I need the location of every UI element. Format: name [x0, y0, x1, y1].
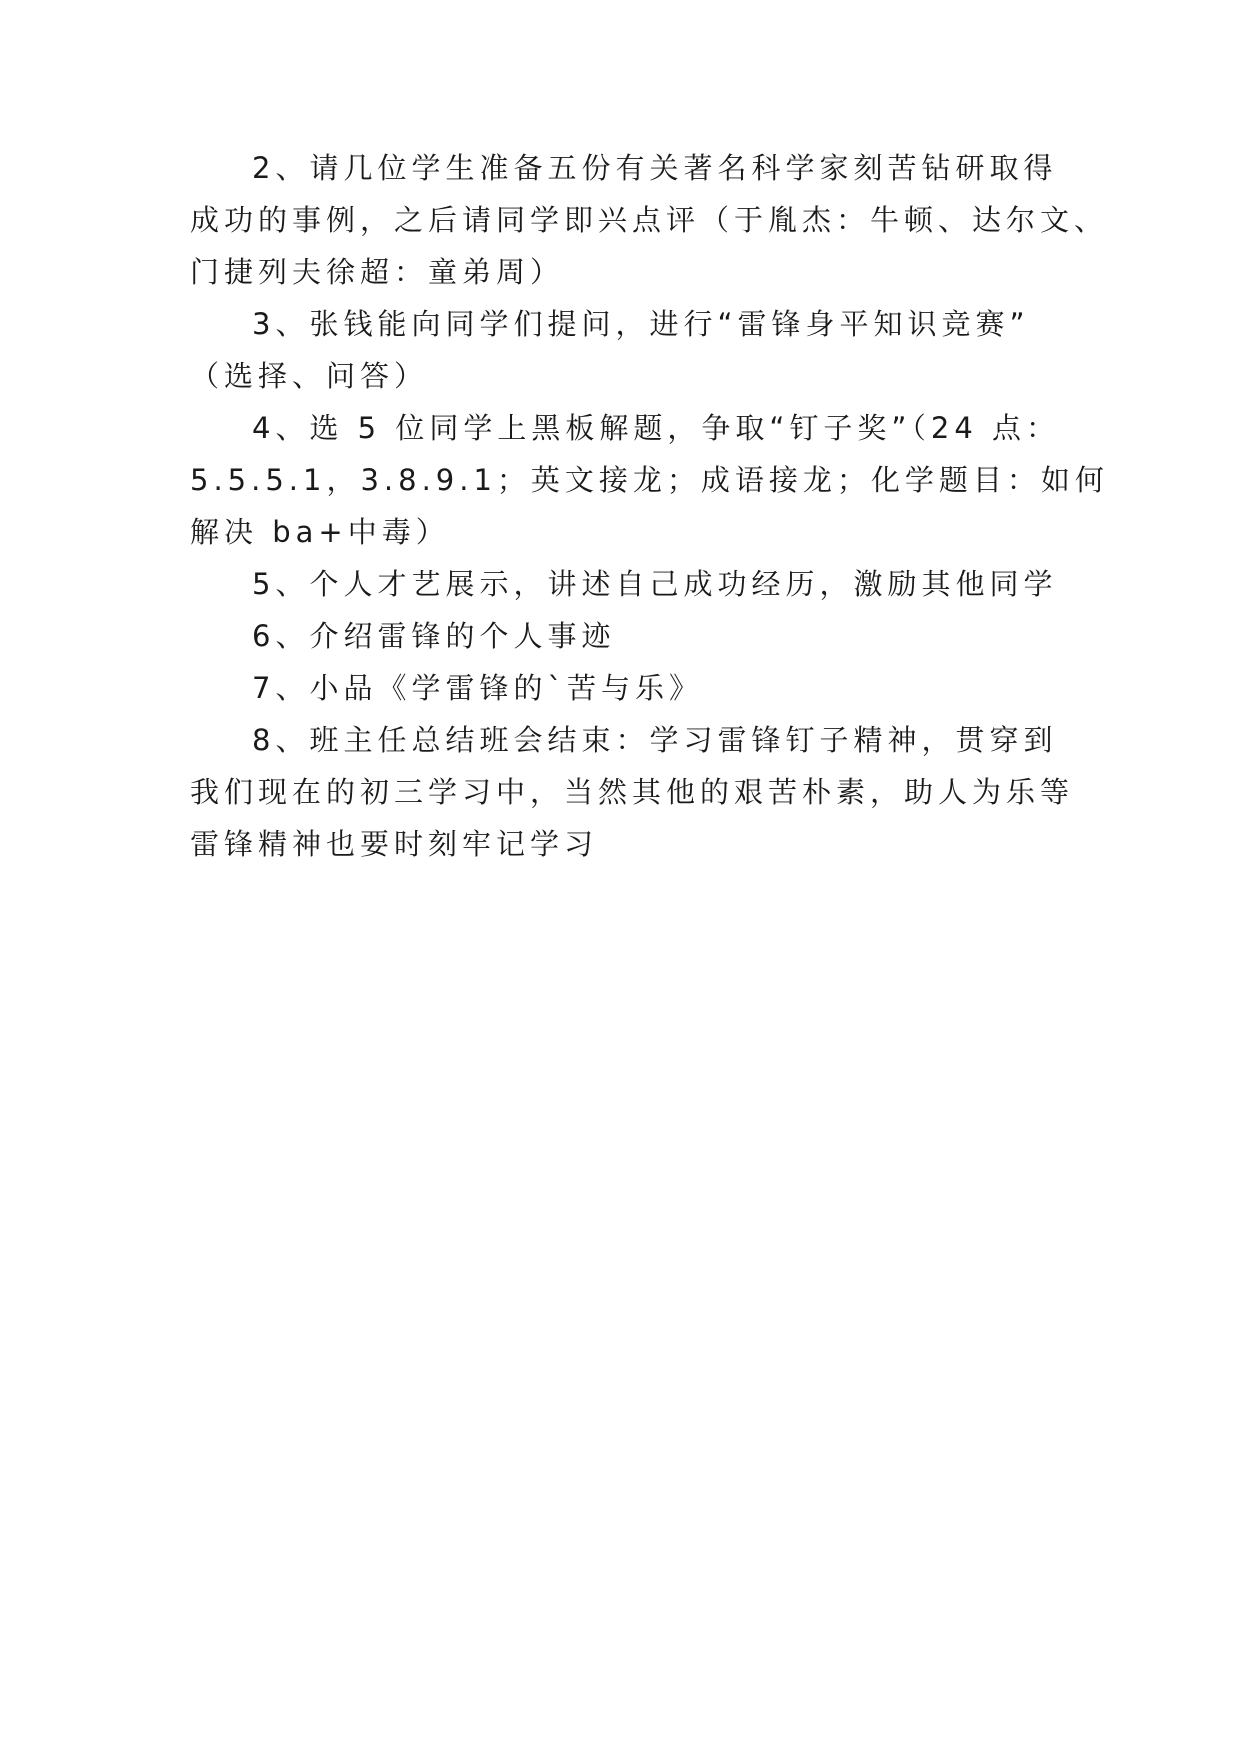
item-4-line-3: 解决 ba+中毒） [190, 515, 450, 549]
item-3-line-2: （选择、问答） [190, 359, 429, 393]
item-3-line-1: 3、张钱能向同学们提问，进行“雷锋身平知识竞赛” [252, 307, 1030, 341]
item-4-line-2: 5.5.5.1，3.8.9.1；英文接龙；成语接龙；化学题目：如何 [190, 463, 1109, 497]
item-2-line-2: 成功的事例，之后请同学即兴点评（于胤杰：牛顿、达尔文、 [190, 203, 1109, 237]
item-2-line-3: 门捷列夫徐超：童弟周） [190, 255, 565, 289]
item-5-line-1: 5、个人才艺展示，讲述自己成功经历，激励其他同学 [252, 567, 1058, 601]
item-4-line-1: 4、选 5 位同学上黑板解题，争取“钉子奖”（24 点： [252, 411, 1061, 445]
item-8-line-1: 8、班主任总结班会结束：学习雷锋钉子精神，贯穿到 [252, 723, 1058, 757]
item-8-line-3: 雷锋精神也要时刻牢记学习 [190, 827, 599, 861]
item-8-line-2: 我们现在的初三学习中，当然其他的艰苦朴素，助人为乐等 [190, 775, 1075, 809]
item-2-line-1: 2、请几位学生准备五份有关著名科学家刻苦钻研取得 [252, 151, 1058, 185]
item-6-line-1: 6、介绍雷锋的个人事迹 [252, 619, 616, 653]
item-7-line-1: 7、小品《学雷锋的`苦与乐》 [252, 671, 703, 705]
